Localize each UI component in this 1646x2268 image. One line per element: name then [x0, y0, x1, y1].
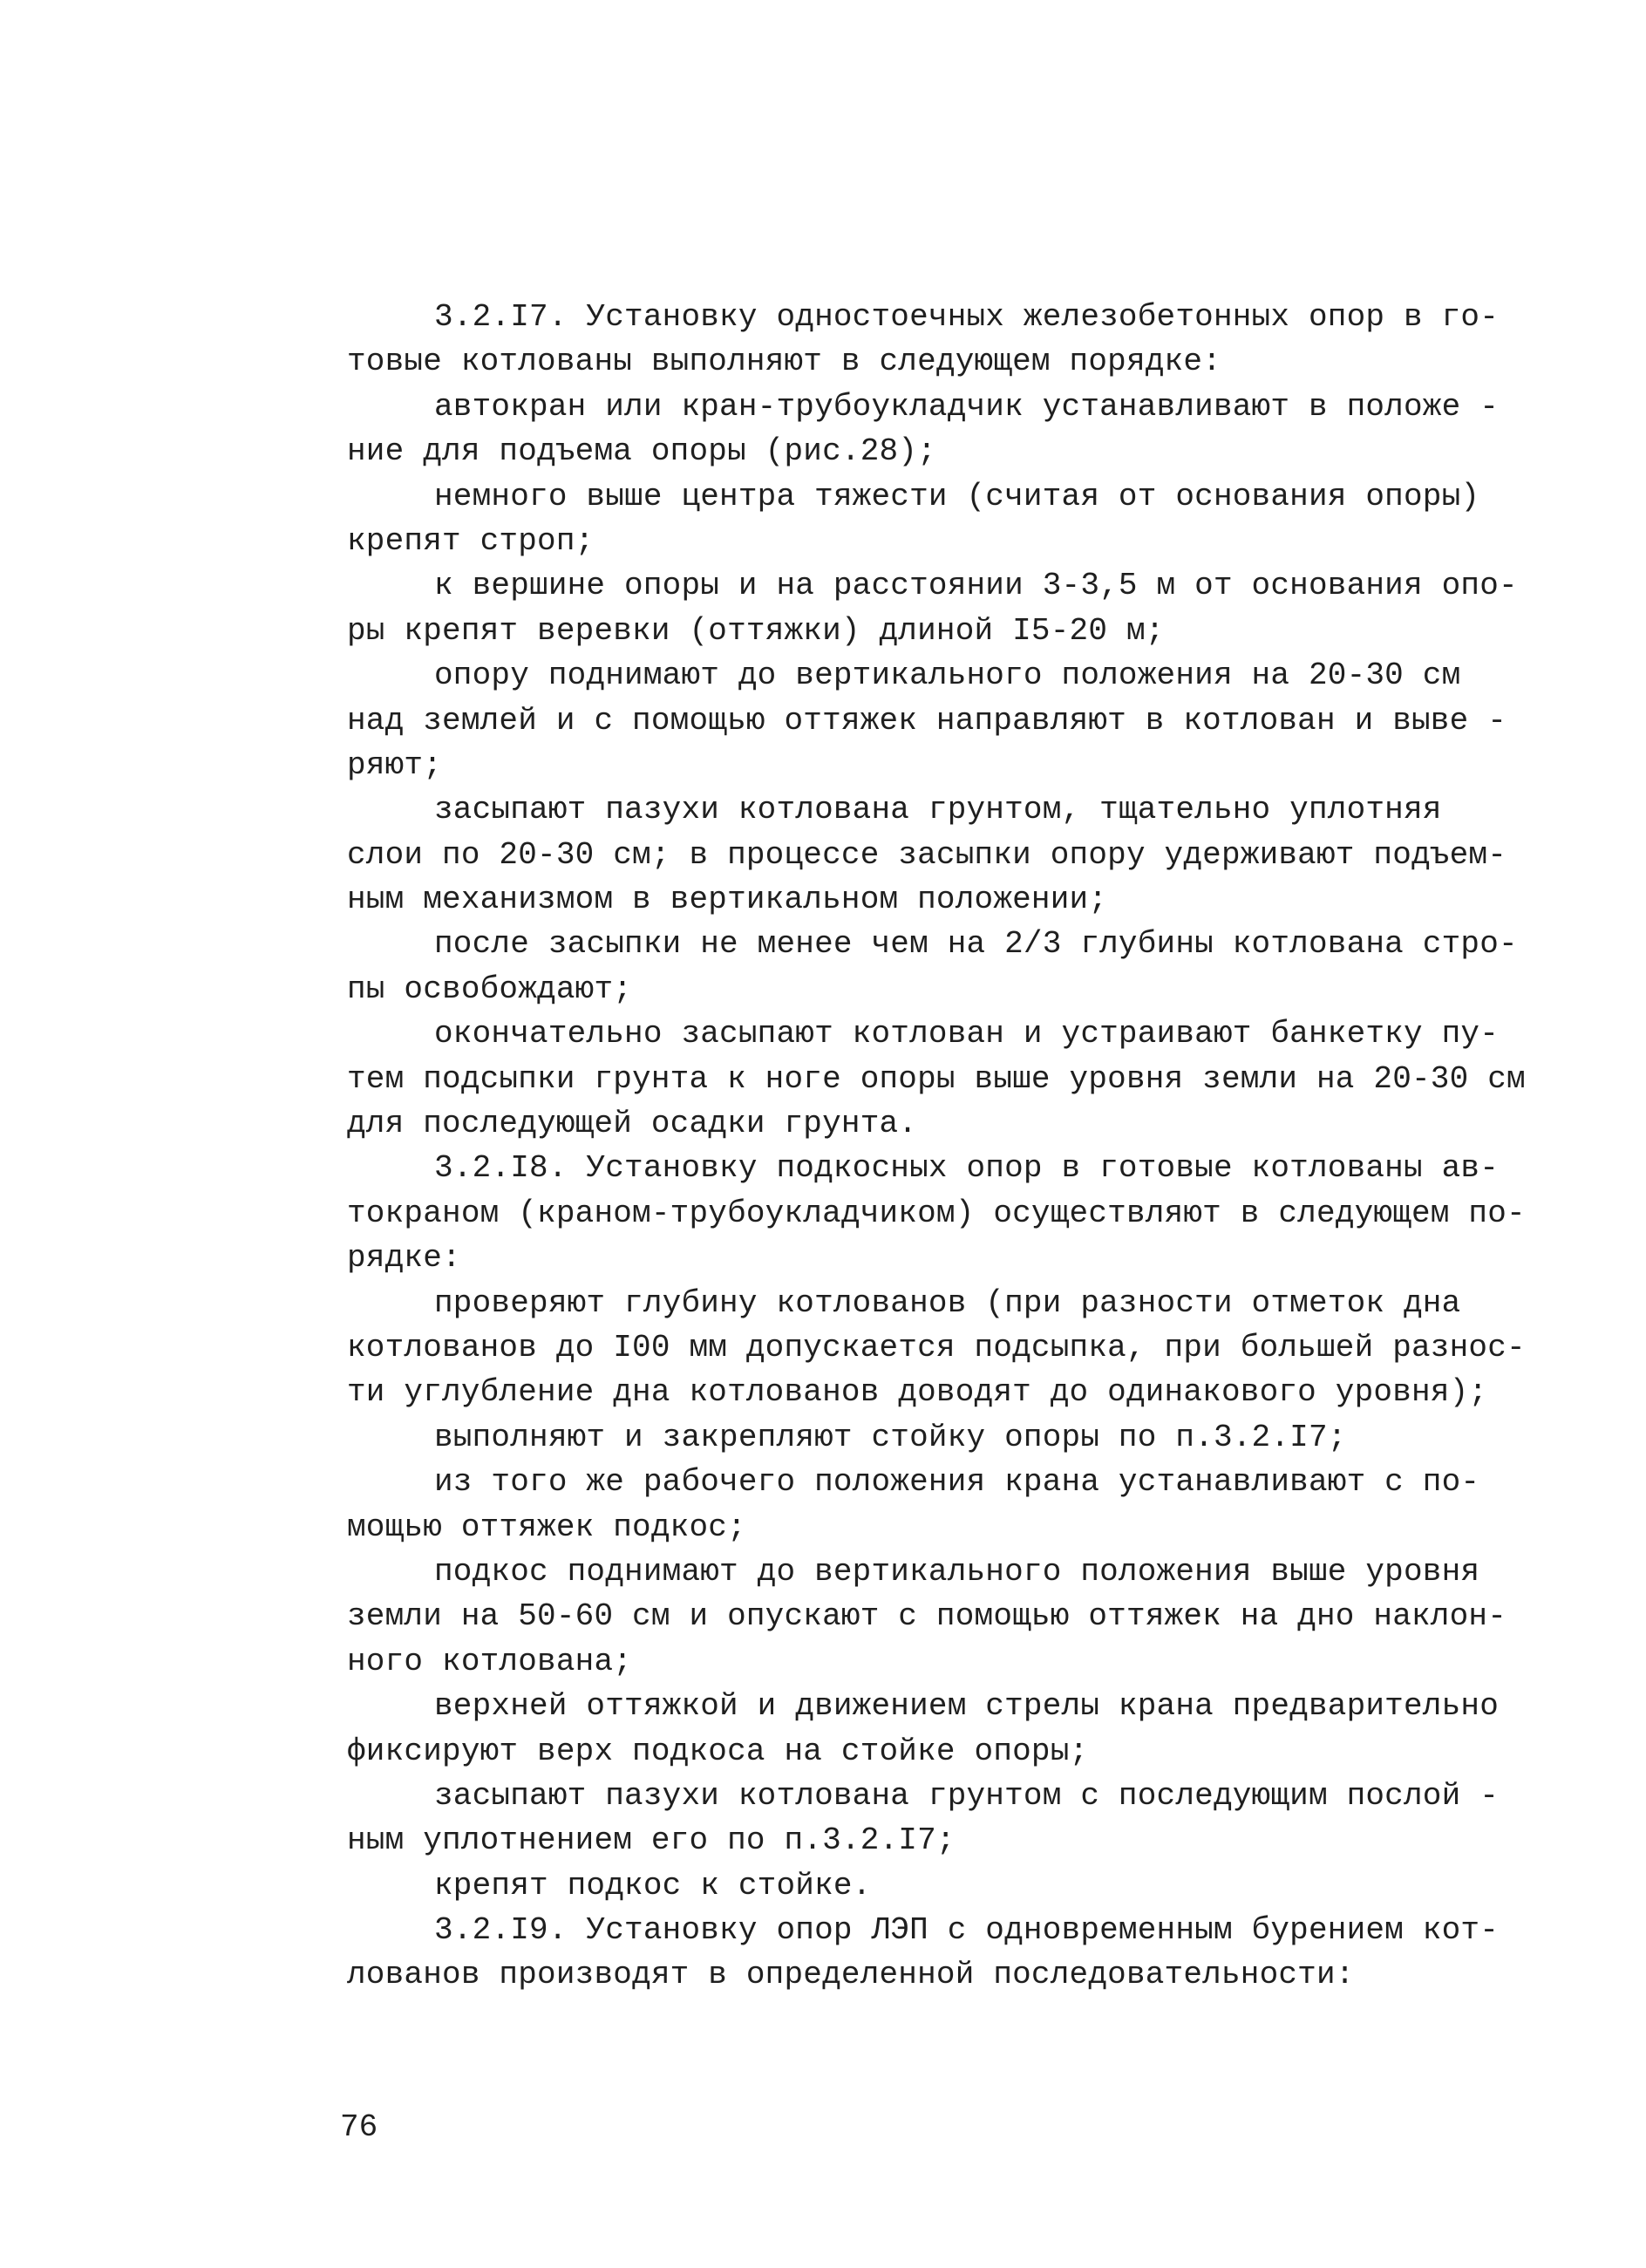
text-line: для последующей осадки грунта. [347, 1106, 918, 1142]
text-line: котлованов до I00 мм допускается подсыпка, при большей разнос- [347, 1329, 1526, 1366]
text-line: ным механизмом в вертикальном положении; [347, 882, 1108, 918]
text-line: из того же рабочего положения крана устанавливают с по- [434, 1464, 1480, 1501]
text-line: 3.2.I8. Установку подкосных опор в готовые котлованы ав- [434, 1150, 1499, 1187]
body-text [347, 295, 1526, 1998]
text-line: к вершине опоры и на расстоянии 3-3,5 м от основания опо- [434, 568, 1518, 604]
text-line: ние для подъема опоры (рис.28); [347, 433, 936, 470]
text-line: автокран или кран-трубоукладчик устанавливают в положе - [434, 388, 1499, 425]
text-line: засыпают пазухи котлована грунтом с последующим послой - [434, 1777, 1499, 1814]
text-line: 3.2.I7. Установку одностоечных железобетонных опор в го- [434, 299, 1499, 335]
text-line: верхней оттяжкой и движением стрелы крана предварительно [434, 1688, 1499, 1725]
text-line: лованов производят в определенной последовательности: [347, 1957, 1355, 1993]
text-line: засыпают пазухи котлована грунтом, тщательно уплотняя [434, 792, 1442, 828]
text-line: мощью оттяжек подкос; [347, 1509, 746, 1545]
text-line: фиксируют верх подкоса на стойке опоры; [347, 1733, 1089, 1769]
text-line: проверяют глубину котлованов (при разности отметок дна [434, 1284, 1461, 1321]
text-line: ного котлована; [347, 1643, 633, 1679]
text-line: опору поднимают до вертикального положения на 20-30 см [434, 657, 1461, 694]
text-line: слои по 20-30 см; в процессе засыпки опору удерживают подъем- [347, 836, 1507, 873]
text-line: рядке: [347, 1240, 461, 1277]
text-line: тем подсыпки грунта к ноге опоры выше уровня земли на 20-30 см [347, 1060, 1526, 1097]
text-line: токраном (краном-трубоукладчиком) осуществляют в следующем по- [347, 1195, 1526, 1231]
text-line: немного выше центра тяжести (считая от основания опоры) [434, 478, 1480, 514]
text-line: крепят строп; [347, 522, 595, 559]
text-line: пы освобождают; [347, 971, 633, 1007]
text-line: ным уплотнением его по п.3.2.I7; [347, 1822, 956, 1859]
text-line: окончательно засыпают котлован и устраивают банкетку пу- [434, 1016, 1499, 1052]
text-line: товые котлованы выполняют в следующем порядке: [347, 344, 1221, 380]
text-line: выполняют и закрепляют стойку опоры по п.3.2.I7; [434, 1419, 1347, 1455]
text-line: над землей и с помощью оттяжек направляют в котлован и выве - [347, 702, 1507, 739]
page-number: 76 [340, 2109, 378, 2145]
text-line: после засыпки не менее чем на 2/3 глубины котлована стро- [434, 926, 1518, 963]
text-line: ряют; [347, 746, 443, 783]
text-line: земли на 50-60 см и опускают с помощью оттяжек на дно наклон- [347, 1598, 1507, 1635]
text-line: 3.2.I9. Установку опор ЛЭП с одновременным бурением кот- [434, 1912, 1499, 1949]
text-line: ти углубление дна котлованов доводят до одинакового уровня); [347, 1374, 1488, 1411]
text-line: ры крепят веревки (оттяжки) длиной I5-20 м; [347, 612, 1165, 649]
text-line: крепят подкос к стойке. [434, 1867, 872, 1904]
text-line: подкос поднимают до вертикального положения выше уровня [434, 1553, 1480, 1590]
